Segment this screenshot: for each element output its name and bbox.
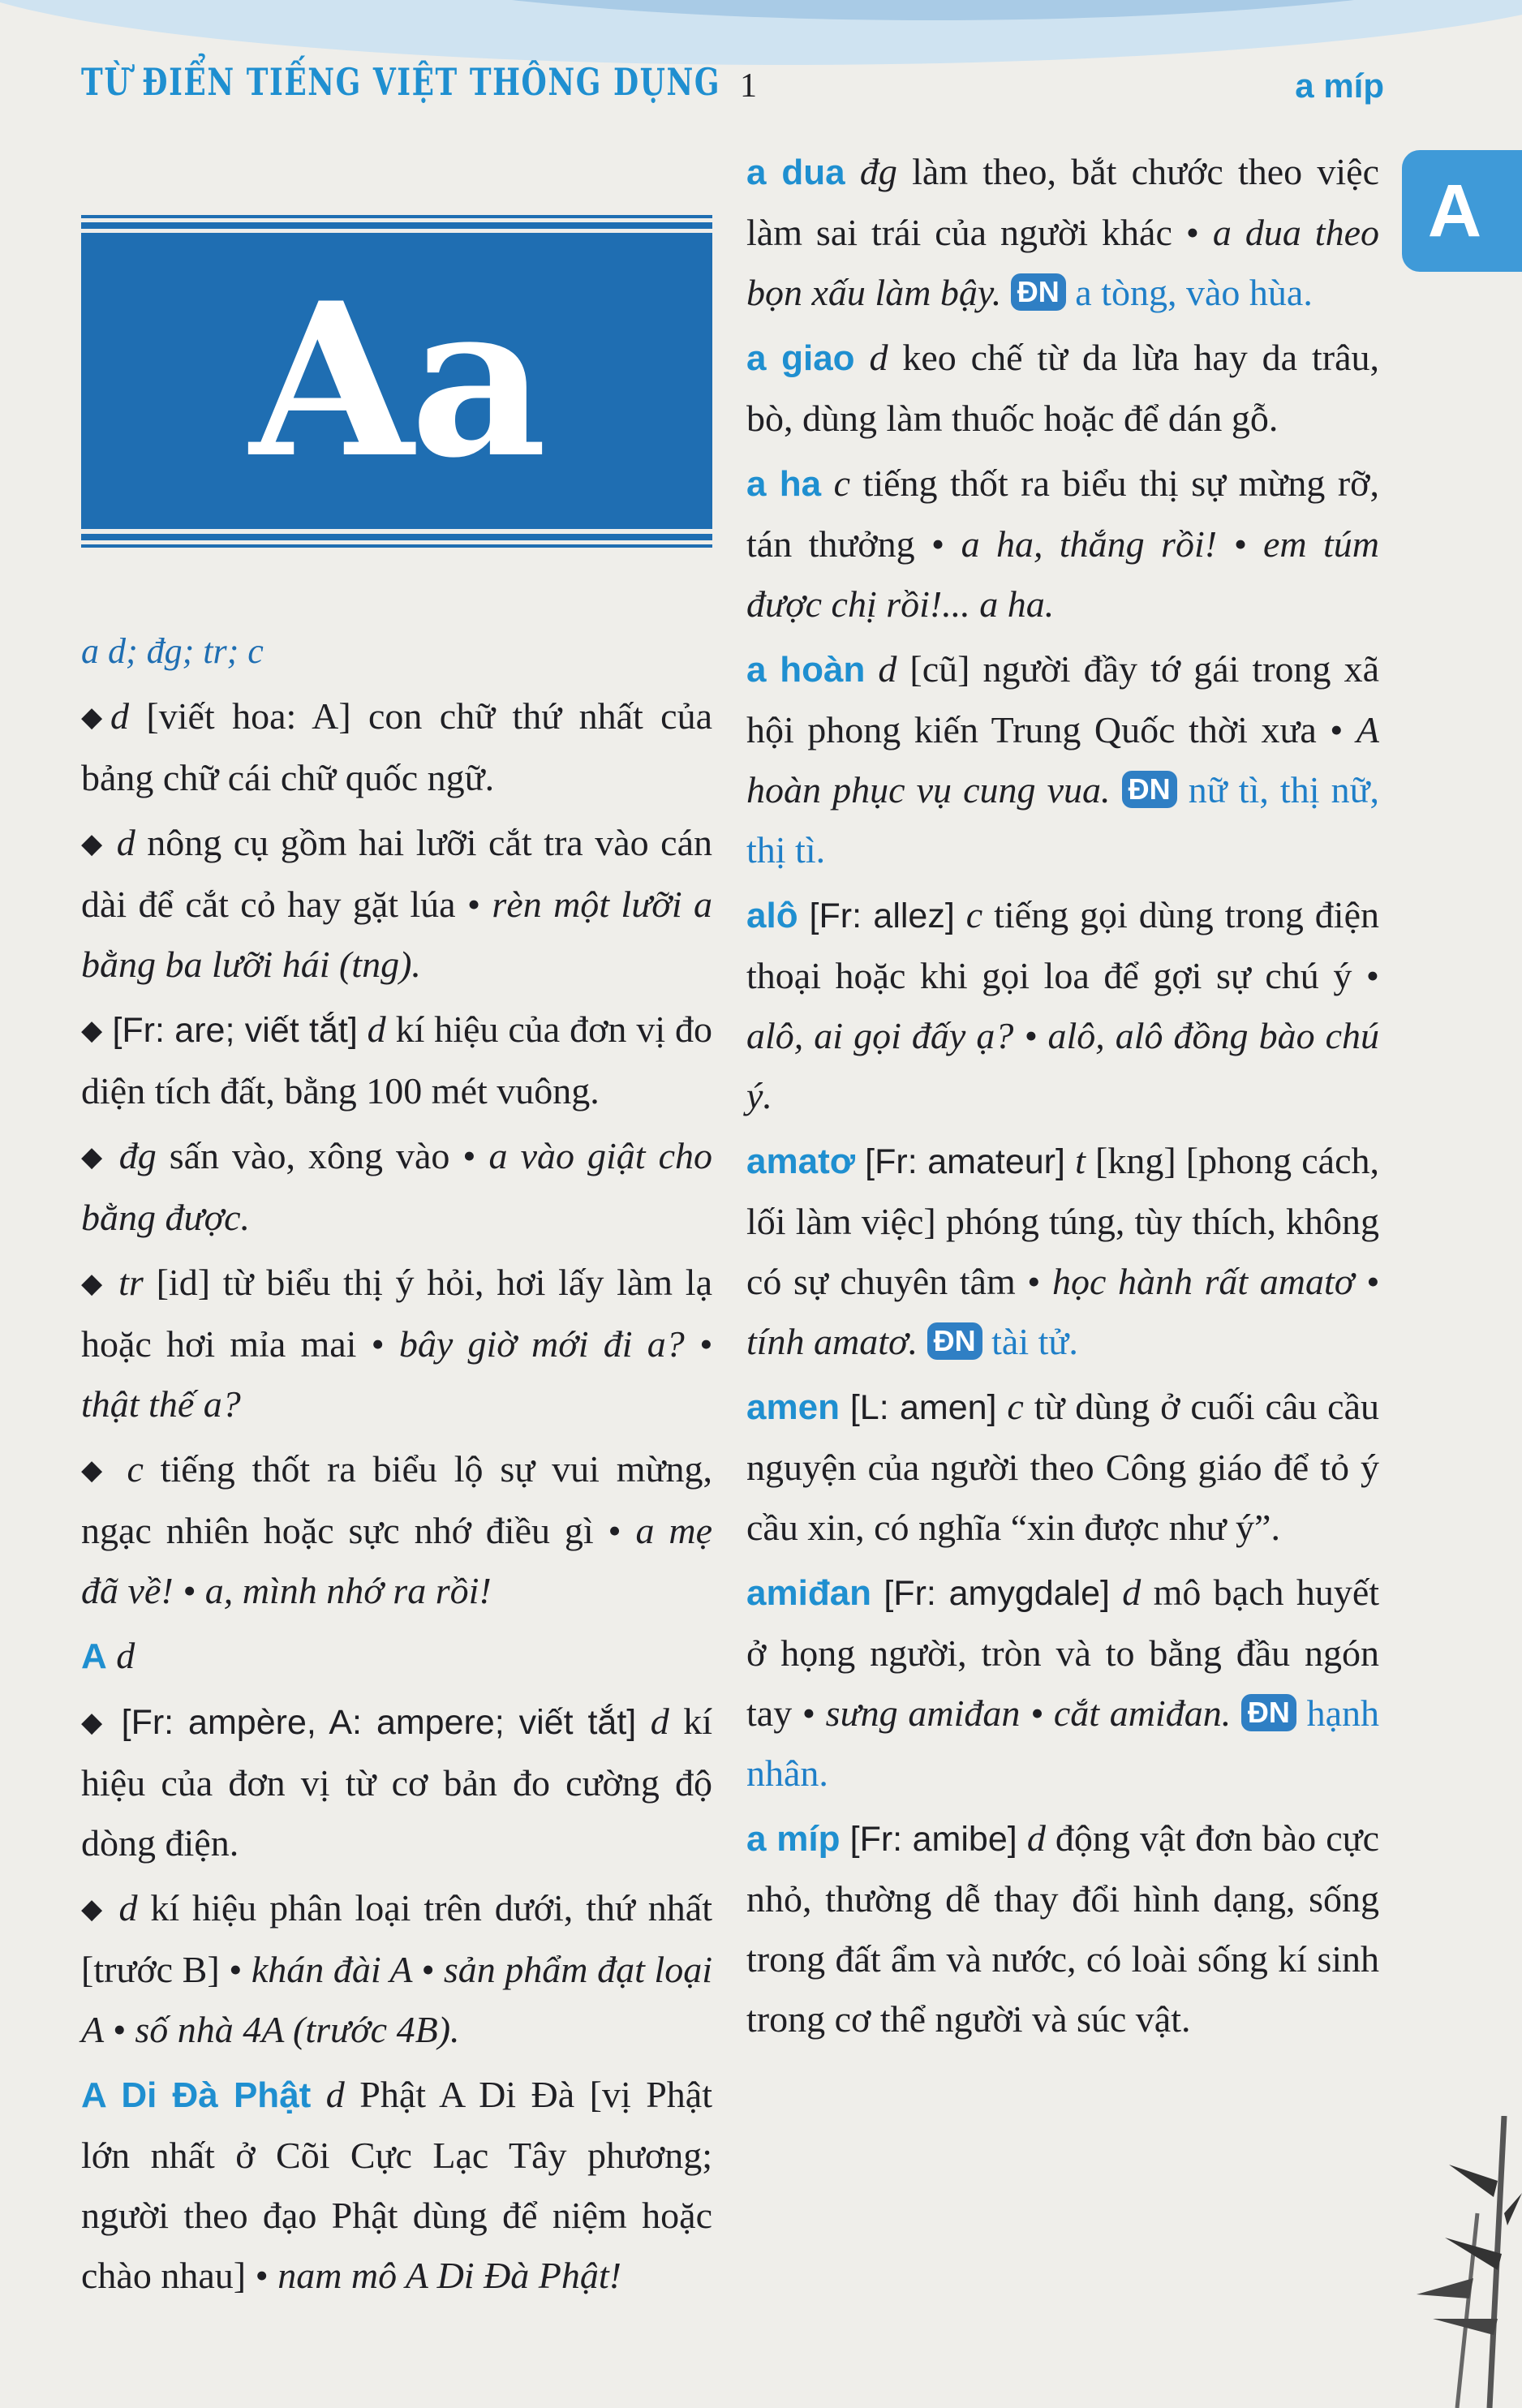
- definition: kí hiệu phân loại trên dưới, thứ nhất [trước B] •: [81, 1887, 713, 1990]
- bullet-icon: ◆: [81, 1142, 106, 1172]
- entry-headword: a ha: [746, 464, 822, 504]
- sense-a-tr: [81, 1253, 712, 1434]
- banner-rule-bottom-thin: [81, 544, 712, 548]
- pos-label: d: [118, 1887, 138, 1929]
- example: bây giờ mới đi a? • thật thế a?: [81, 1323, 712, 1425]
- definition: từ dùng ở cuối câu cầu nguyện của người theo Công giáo để tỏ ý cầu xin, có nghĩa “xin được như ý”.: [746, 1386, 1380, 1548]
- bullet-icon: ◆: [81, 703, 111, 733]
- origin-note: [Fr: ampère, A: ampere; viết tắt]: [121, 1703, 637, 1742]
- example: A hoàn phục vụ cung vua.: [746, 709, 1379, 811]
- entry-headword: alô: [746, 896, 798, 935]
- origin-note: [Fr: are; viết tắt]: [112, 1011, 358, 1050]
- entry-headword: a míp: [746, 1819, 841, 1859]
- sense-a-c: [81, 1439, 712, 1621]
- sense-A-2: [81, 1878, 712, 2060]
- entry-alo: [746, 885, 1379, 1126]
- banner-rule-top: [81, 222, 712, 229]
- origin-note: [Fr: amibe]: [849, 1820, 1017, 1859]
- sense-a-dg: [81, 1126, 712, 1248]
- pos-label: c: [833, 462, 851, 504]
- pos-label: c: [1007, 1386, 1024, 1427]
- definition: tiếng thốt ra biểu lộ sự vui mừng, ngạc nhiên hoặc sực nhớ điều gì •: [81, 1448, 713, 1551]
- page-number: 1: [740, 67, 757, 105]
- synonyms: nữ tì, thị nữ, thị tì.: [746, 769, 1379, 871]
- example: a vào giật cho bằng được.: [81, 1135, 712, 1238]
- definition: [viết hoa: A] con chữ thứ nhất của bảng chữ cái chữ quốc ngữ.: [81, 695, 712, 798]
- synonyms: hạnh nhân.: [746, 1692, 1379, 1794]
- definition: [kng] [phong cách, lối làm việc] phóng túng, tùy thích, không có sự chuyên tâm •: [746, 1140, 1380, 1302]
- pos-label: d: [325, 2074, 345, 2115]
- book-title: TỪ ĐIỂN TIẾNG VIỆT THÔNG DỤNG: [81, 60, 721, 104]
- page-header: [0, 49, 1522, 114]
- synonym-badge: ĐN: [1011, 273, 1066, 311]
- bullet-icon: ◆: [81, 1016, 103, 1046]
- bullet-icon: ◆: [81, 1269, 106, 1299]
- definition: làm theo, bắt chước theo việc làm sai trái của người khác •: [746, 151, 1380, 253]
- right-column: [746, 142, 1379, 2054]
- sense-a-d3: [81, 1000, 712, 1121]
- definition: [cũ] người đầy tớ gái trong xã hội phong kiến Trung Quốc thời xưa •: [746, 648, 1380, 750]
- origin-note: [Fr: allez]: [809, 897, 955, 935]
- letter-banner: [81, 215, 712, 548]
- synonym-badge: ĐN: [1241, 1694, 1296, 1731]
- pos-label: d: [367, 1008, 386, 1050]
- bullet-icon: ◆: [81, 1708, 108, 1738]
- bullet-icon: ◆: [81, 1456, 110, 1486]
- guide-word: a míp: [1295, 67, 1384, 105]
- pos-label: tr: [118, 1262, 144, 1303]
- entry-amidan: [746, 1563, 1379, 1804]
- entry-headword: amen: [746, 1387, 840, 1427]
- left-column: [81, 621, 712, 2311]
- pos-label: d: [1026, 1817, 1046, 1859]
- entry-a-giao: [746, 328, 1379, 449]
- definition: nông cụ gồm hai lưỡi cắt tra vào cán dài để cắt cỏ hay gặt lúa •: [81, 822, 713, 925]
- pos-label: d: [878, 648, 897, 690]
- entry-a-hoan: [746, 639, 1379, 880]
- bullet-icon: ◆: [81, 829, 105, 859]
- origin-note: [Fr: amateur]: [865, 1142, 1065, 1181]
- definition: kí hiệu của đơn vị đo diện tích đất, bằng 100 mét vuông.: [81, 1008, 713, 1112]
- entry-headword: amatơ: [746, 1142, 855, 1181]
- origin-note: [Fr: amygdale]: [884, 1574, 1110, 1613]
- entry-a-headword: a d; đg; tr; c: [81, 631, 264, 671]
- definition: tiếng thốt ra biểu thị sự mừng rỡ, tán thưởng •: [746, 462, 1379, 565]
- synonym-badge: ĐN: [927, 1322, 982, 1360]
- definition: keo chế từ da lừa hay da trâu, bò, dùng làm thuốc hoặc để dán gỗ.: [746, 337, 1379, 439]
- pos-label: c: [965, 894, 983, 935]
- pos-label: c: [127, 1448, 144, 1490]
- entry-a-di-da-phat: [81, 2065, 712, 2306]
- pos-label: d: [650, 1701, 669, 1742]
- example: a mẹ đã về! • a, mình nhớ ra rồi!: [81, 1510, 712, 1611]
- example: sưng amiđan • cắt amiđan.: [825, 1692, 1232, 1734]
- example: nam mô A Di Đà Phật!: [277, 2255, 621, 2296]
- synonyms: tài tử.: [991, 1321, 1078, 1362]
- sense-a-d1: [81, 686, 712, 808]
- pos-label: t: [1075, 1140, 1086, 1181]
- entry-headword: a giao: [746, 338, 855, 378]
- entry-A-headword: A: [81, 1636, 107, 1676]
- entry-A: [81, 1626, 712, 1687]
- bullet-icon: ◆: [81, 1894, 106, 1924]
- pos-label: d: [116, 1635, 135, 1676]
- banner-rule-top-thin: [81, 215, 712, 218]
- pos-label: đg: [118, 1135, 157, 1176]
- example: học hành rất amatơ • tính amatơ.: [746, 1261, 1379, 1362]
- entry-a-dua: [746, 142, 1379, 323]
- banner-rule-bottom: [81, 534, 712, 540]
- example: alô, ai gọi đấy ạ? • alô, alô đồng bào chú ý.: [746, 1015, 1379, 1116]
- sense-a-d2: [81, 813, 712, 995]
- entry-amato: [746, 1131, 1379, 1372]
- definition: động vật đơn bào cực nhỏ, thường dễ thay đổi hình dạng, sống trong đất ẩm và nước, có loài sống kí sinh trong cơ thể người và súc vật.: [746, 1817, 1380, 2040]
- definition: tiếng gọi dùng trong điện thoại hoặc khi gọi loa để gợi sự chú ý •: [746, 894, 1379, 996]
- banner-letters: Aa: [81, 233, 712, 529]
- definition: sấn vào, xông vào •: [156, 1135, 489, 1176]
- example: rèn một lưỡi a bằng ba lưỡi hái (tng).: [81, 884, 712, 985]
- letter-thumb-tab: A: [1402, 150, 1522, 272]
- definition: [id] từ biểu thị ý hỏi, hơi lấy làm lạ hoặc hơi mỉa mai •: [81, 1262, 712, 1365]
- origin-note: [L: amen]: [849, 1388, 997, 1427]
- pos-label: d: [110, 695, 130, 737]
- definition: mô bạch huyết ở họng người, tròn và to bằng đầu ngón tay •: [746, 1572, 1380, 1734]
- entry-headword: amiđan: [746, 1573, 872, 1613]
- pos-label: d: [869, 337, 888, 378]
- synonym-badge: ĐN: [1122, 771, 1177, 808]
- entry-a: [81, 621, 712, 682]
- sense-A-1: [81, 1692, 712, 1873]
- example: a dua theo bọn xấu làm bậy.: [746, 212, 1380, 313]
- entry-a-di-da-phat-headword: A Di Đà Phật: [81, 2075, 312, 2115]
- example: a ha, thắng rồi! • em túm được chị rồi!... a ha.: [746, 523, 1380, 625]
- entry-headword: a dua: [746, 153, 845, 192]
- definition: Phật A Di Đà [vị Phật lớn nhất ở Cõi Cực Lạc Tây phương; người theo đạo Phật dùng để niệm hoặc chào nhau] •: [81, 2074, 712, 2296]
- entry-a-mip: [746, 1808, 1379, 2049]
- pos-label: đg: [859, 151, 897, 192]
- example: khán đài A • sản phẩm đạt loại A • số nhà 4A (trước 4B).: [81, 1949, 712, 2050]
- definition: kí hiệu của đơn vị từ cơ bản đo cường độ dòng điện.: [81, 1701, 713, 1864]
- entry-headword: a hoàn: [746, 650, 866, 690]
- entry-a-ha: [746, 454, 1379, 634]
- bamboo-decoration-icon: [1368, 2116, 1522, 2408]
- pos-label: d: [116, 822, 135, 863]
- entry-amen: [746, 1377, 1379, 1558]
- pos-label: d: [1122, 1572, 1142, 1613]
- synonyms: a tòng, vào hùa.: [1075, 272, 1313, 313]
